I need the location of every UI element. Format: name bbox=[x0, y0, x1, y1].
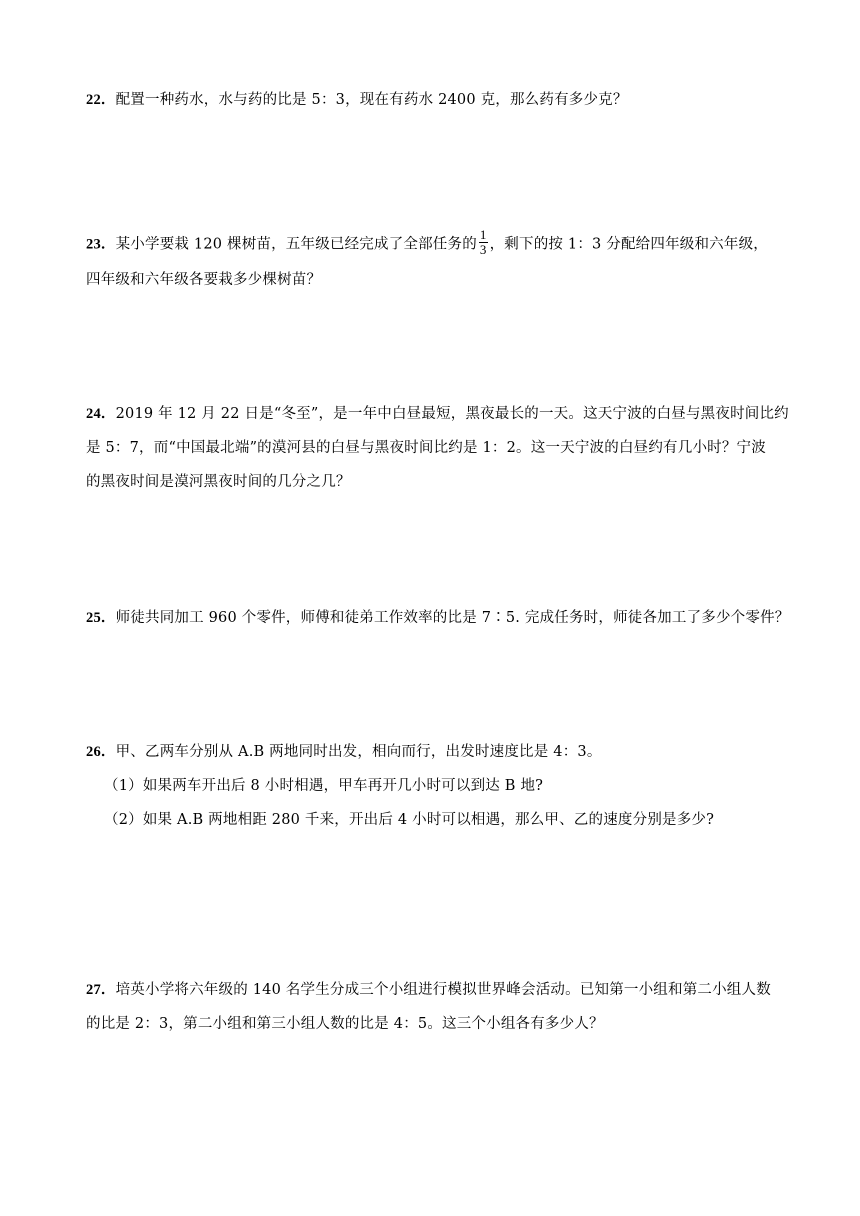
fraction bbox=[479, 228, 488, 257]
fraction-denominator: 3 bbox=[479, 242, 487, 257]
sub-question-text: （1）如果两车开出后 8 小时相遇，甲车再开几小时可以到达 B 地? bbox=[104, 778, 544, 794]
question-number: 26． bbox=[86, 744, 116, 760]
question-23-line-2 bbox=[86, 270, 321, 290]
question-text: 的黑夜时间是漠河黑夜时间的几分之几？ bbox=[86, 474, 351, 490]
question-26-sub-1 bbox=[104, 776, 543, 796]
question-text: 的比是 2：3，第二小组和第三小组人数的比是 4：5。这三个小组各有多少人？ bbox=[86, 1016, 604, 1032]
question-26-line-1 bbox=[86, 742, 602, 762]
sub-question-text: （2）如果 A.B 两地相距 280 千来，开出后 4 小时可以相遇，那么甲、乙的速度分别是多少? bbox=[104, 812, 715, 828]
question-number: 27． bbox=[86, 982, 116, 998]
question-number: 23． bbox=[86, 236, 116, 253]
question-number: 24． bbox=[86, 406, 116, 422]
question-text: 师徒共同加工 960 个零件，师傅和徒弟工作效率的比是 7∶5. 完成任务时，师徒各加工了多少个零件？ bbox=[115, 610, 790, 626]
question-23-line-1 bbox=[86, 227, 768, 259]
question-text: 培英小学将六年级的 140 名学生分成三个小组进行模拟世界峰会活动。已知第一小组和第二小组人数 bbox=[115, 982, 771, 998]
question-24-line-1 bbox=[86, 404, 789, 424]
question-text: 某小学要栽 120 棵树苗，五年级已经完成了全部任务的 bbox=[115, 236, 477, 253]
question-text: 四年级和六年级各要栽多少棵树苗？ bbox=[86, 272, 322, 288]
question-text: 2019 年 12 月 22 日是“冬至”，是一年中白昼最短，黑夜最长的一天。这天宁波的白昼与黑夜时间比约 bbox=[115, 406, 789, 422]
question-26-sub-2 bbox=[104, 810, 714, 830]
question-27-line-1 bbox=[86, 980, 771, 1000]
question-number: 22． bbox=[86, 92, 116, 108]
question-text: 是 5：7，而“中国最北端”的漠河县的白昼与黑夜时间比约是 1：2。这一天宁波的白昼约有几小时？宁波 bbox=[86, 440, 766, 456]
question-24-line-3 bbox=[86, 472, 351, 492]
fraction-numerator: 1 bbox=[479, 227, 487, 242]
question-25-line-1 bbox=[86, 608, 789, 628]
question-24-line-2 bbox=[86, 438, 766, 458]
question-text: 配置一种药水，水与药的比是 5：3，现在有药水 2400 克，那么药有多少克？ bbox=[115, 92, 628, 108]
question-text: ，剩下的按 1：3 分配给四年级和六年级， bbox=[489, 236, 768, 253]
question-22-line-1 bbox=[86, 90, 628, 110]
question-text: 甲、乙两车分别从 A.B 两地同时出发，相向而行，出发时速度比是 4：3。 bbox=[115, 744, 602, 760]
question-27-line-2 bbox=[86, 1014, 604, 1034]
question-number: 25． bbox=[86, 610, 116, 626]
